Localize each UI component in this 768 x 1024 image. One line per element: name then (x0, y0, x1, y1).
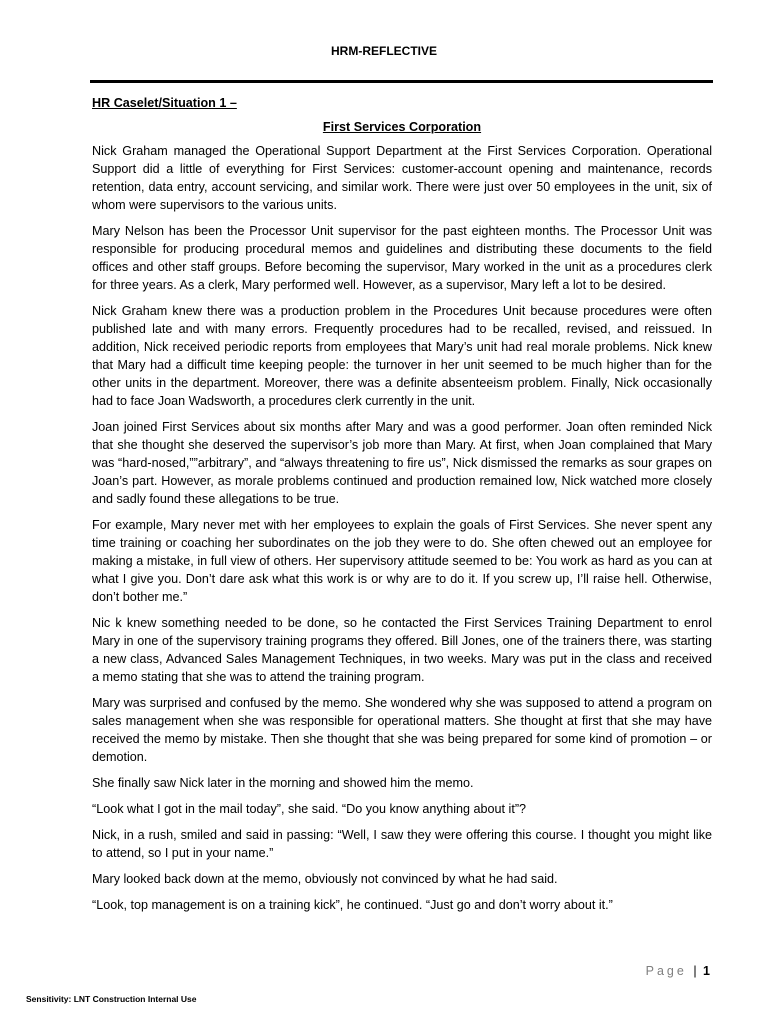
header-rule (90, 80, 713, 83)
paragraph-10: Nick, in a rush, smiled and said in passing: “Well, I saw they were offering this course. I thought you might like to attend, so I put in your name.” (92, 828, 712, 860)
paragraph-1: Nick Graham managed the Operational Support Department at the First Services Corporation. Operational Support did a little of everything for First Services: customer-account opening and maintenance, records retention, data entry, account servicing, and similar work. There were just over 50 employees in the unit, six of whom were supervisors to the various units. (92, 144, 712, 212)
paragraph-5: For example, Mary never met with her employees to explain the goals of First Services. She never spent any time training or coaching her subordinates on the job they were to do. She often chewed out an employee for making a mistake, in full view of others. Her supervisory attitude seemed to be: You work as hard as you can at what I give you. Don’t dare ask what this work is or why are to do it. If you screw up, I’ll raise hell. Otherwise, don’t bother me.” (92, 518, 712, 604)
paragraph-4: Joan joined First Services about six months after Mary and was a good performer. Joan often reminded Nick that she thought she deserved the supervisor’s job more than Mary. At first, when Joan complained that Mary was “hard-nosed,””arbitrary”, and “always threatening to fire us”, Nick dismissed the remarks as sour grapes on Joan’s part. However, as morale problems continued and production remained low, Nick watched more closely and sadly found these allegations to be true. (92, 420, 712, 506)
case-heading: HR Caselet/Situation 1 – (92, 96, 237, 110)
page-number-footer (646, 964, 710, 978)
page-number: 1 (703, 964, 710, 978)
paragraph-9: “Look what I got in the mail today”, she said. “Do you know anything about it”? (92, 802, 527, 816)
paragraph-6: Nic k knew something needed to be done, so he contacted the First Services Training Department to enrol Mary in one of the supervisory training programs they offered. Bill Jones, one of the trainers there, was starting a new class, Advanced Sales Management Techniques, in two weeks. Mary was put in the class and received a memo stating that she was to attend the training program. (92, 616, 712, 684)
document-body (92, 94, 712, 922)
paragraph-8: She finally saw Nick later in the morning and showed him the memo. (92, 776, 474, 790)
paragraph-7: Mary was surprised and confused by the memo. She wondered why she was supposed to attend a program on sales management when she was responsible for operational matters. She thought at first that she may have received the memo by mistake. Then she thought that she was being prepared for some kind of promotion – or demotion. (92, 696, 712, 764)
document-header: HRM-REFLECTIVE (331, 44, 437, 58)
page-label: Page (645, 964, 687, 978)
sensitivity-label: Sensitivity: LNT Construction Internal Use (26, 994, 197, 1004)
paragraph-11: Mary looked back down at the memo, obviously not convinced by what he had said. (92, 872, 558, 886)
page-separator: | (693, 964, 697, 978)
paragraph-12: “Look, top management is on a training kick”, he continued. “Just go and don’t worry about it.” (92, 898, 613, 912)
paragraph-2: Mary Nelson has been the Processor Unit supervisor for the past eighteen months. The Processor Unit was responsible for producing procedural memos and guidelines and distributing these documents to the field offices and other staff groups. Before becoming the supervisor, Mary worked in the unit as a procedures clerk for three years. As a clerk, Mary performed well. However, as a supervisor, Mary left a lot to be desired. (92, 224, 712, 292)
paragraph-3: Nick Graham knew there was a production problem in the Procedures Unit because procedures were often published late and with many errors. Frequently procedures had to be recalled, revised, and reissued. In addition, Nick received periodic reports from employees that Mary’s unit had real morale problems. Nick knew that Mary had a difficult time keeping people: the turnover in her unit seemed to be much higher than for the other units in the department. Moreover, there was a definite absenteeism problem. Finally, Nick occasionally had to face Joan Wadsworth, a procedures clerk currently in the unit. (92, 304, 712, 408)
case-title: First Services Corporation (322, 120, 482, 134)
